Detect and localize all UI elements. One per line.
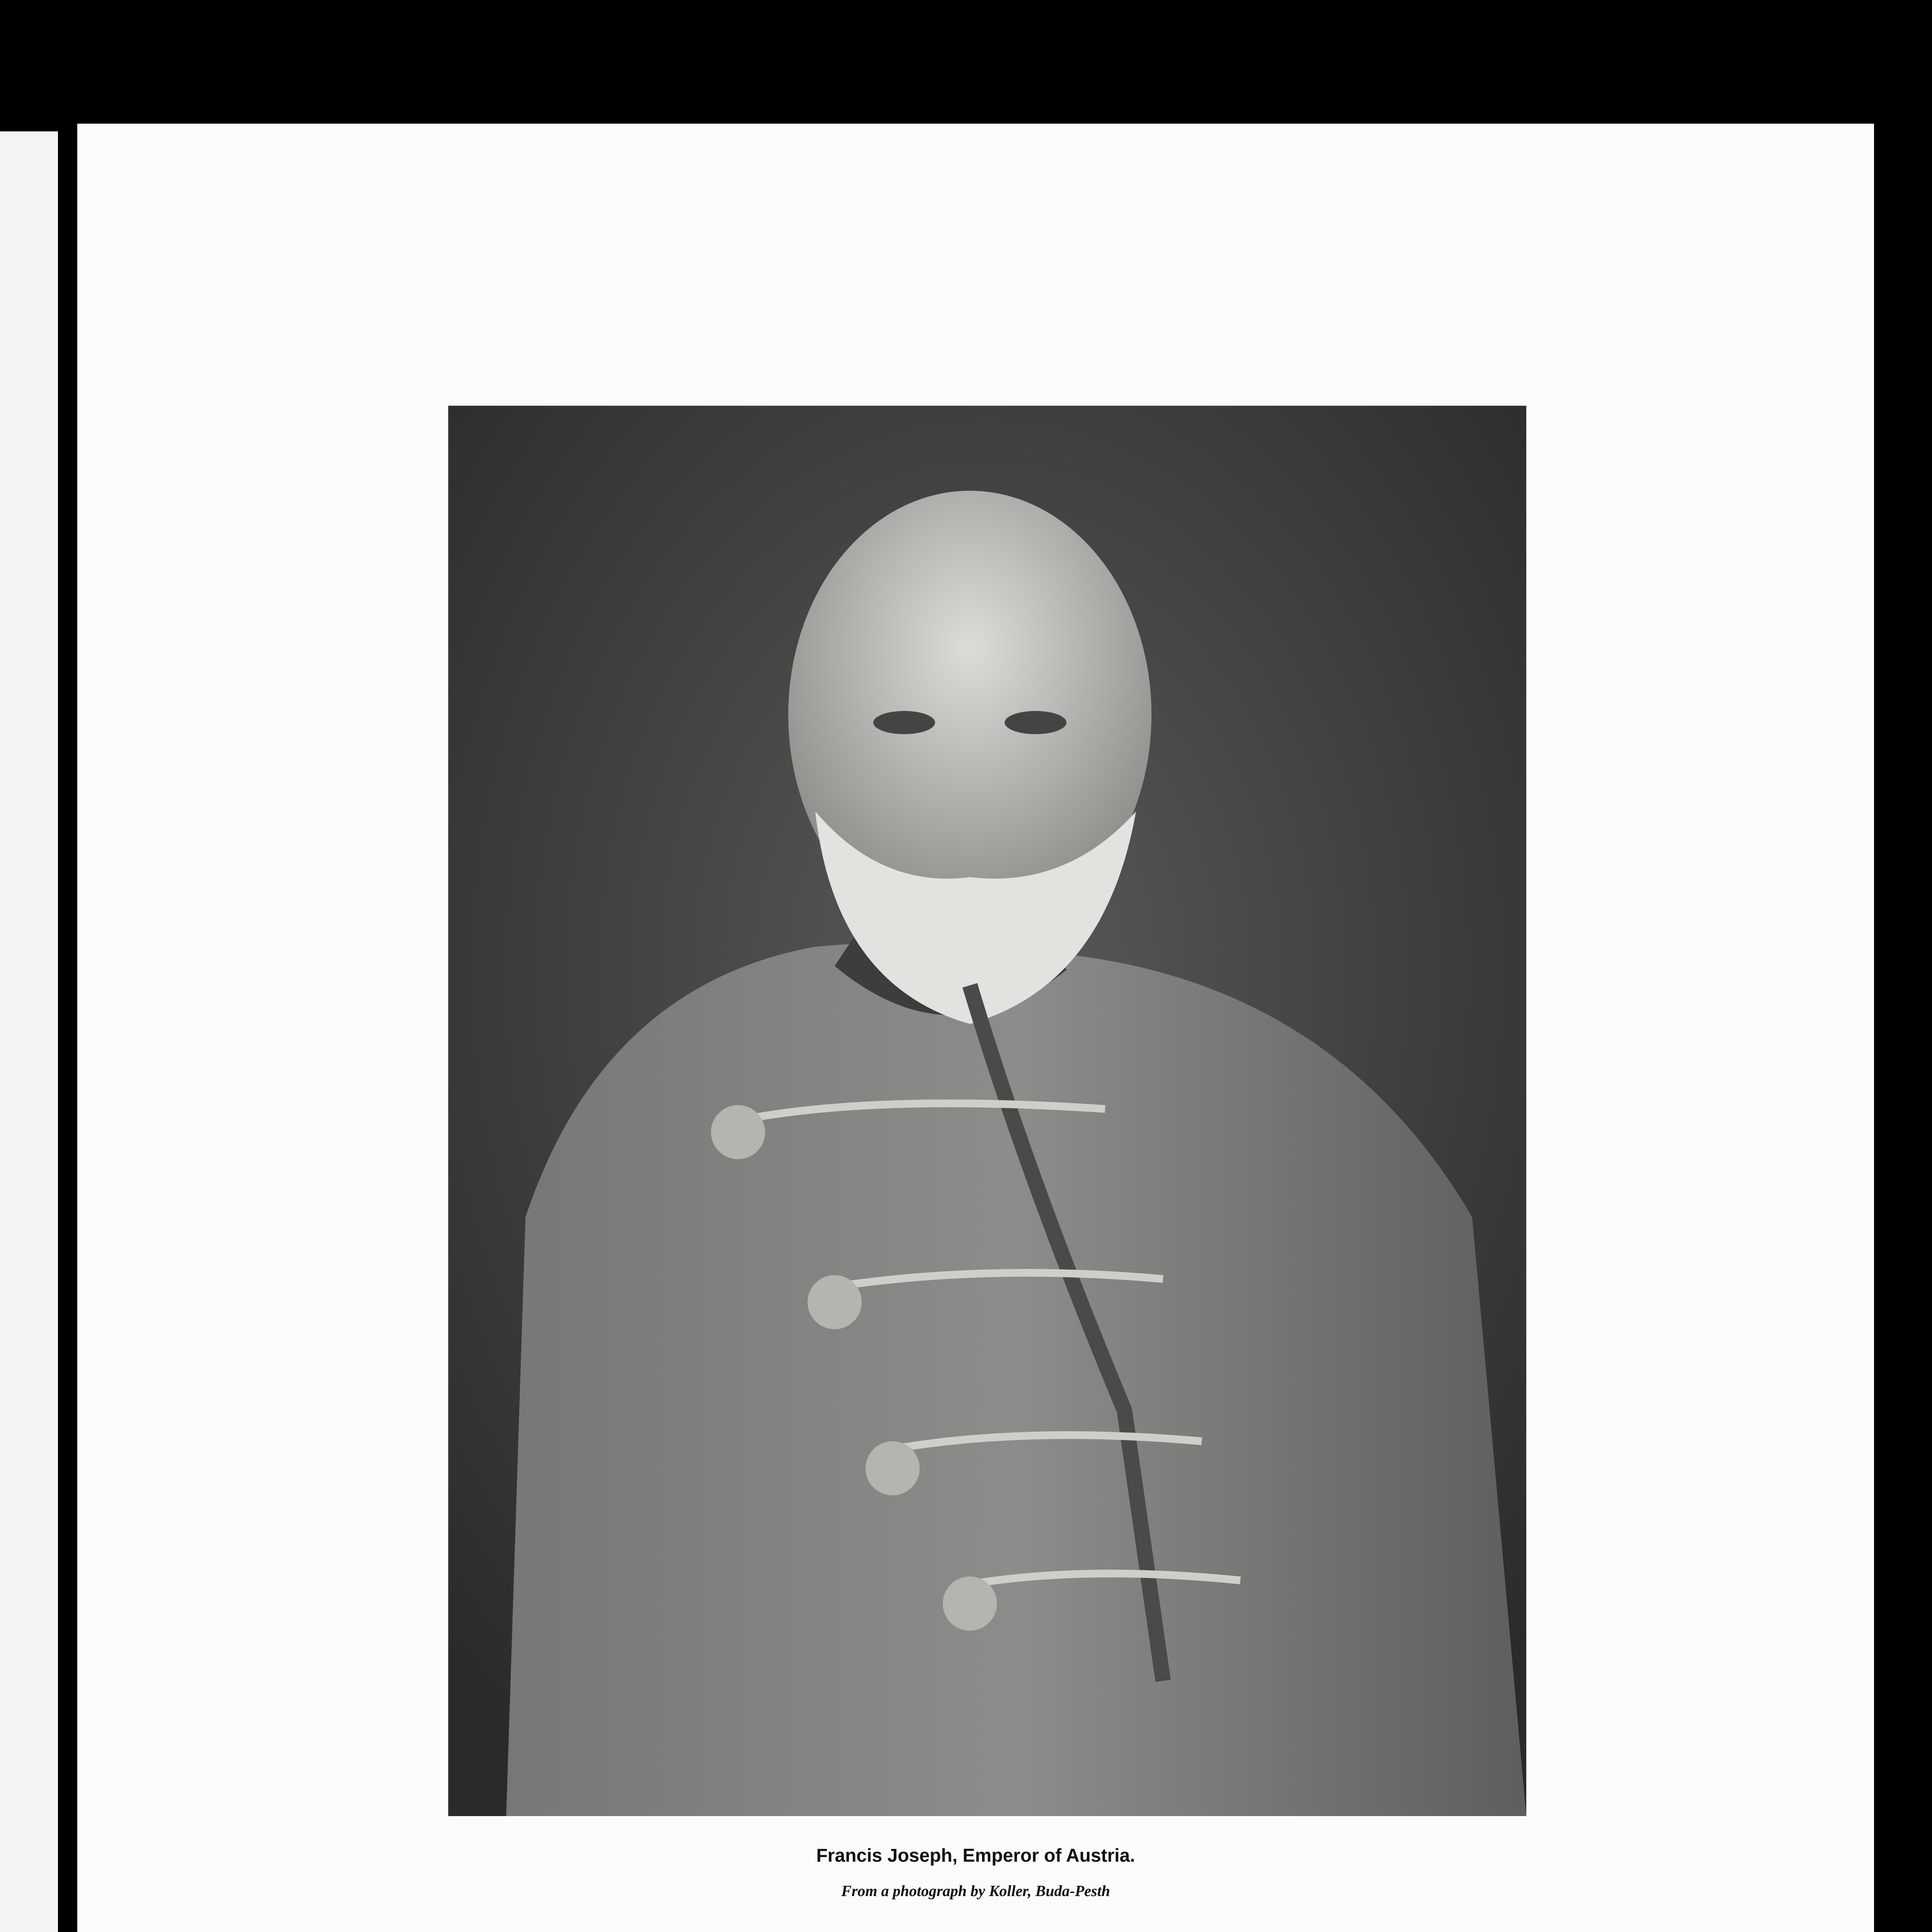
facing-page-edge xyxy=(0,131,58,1932)
photo-credit: From a photograph by Koller, Buda-Pesth xyxy=(841,1882,1110,1900)
photo-caption: Francis Joseph, Emperor of Austria. xyxy=(816,1845,1135,1866)
portrait-photo xyxy=(448,406,1526,1816)
portrait-image xyxy=(448,406,1526,1816)
magazine-page xyxy=(77,124,1874,1932)
